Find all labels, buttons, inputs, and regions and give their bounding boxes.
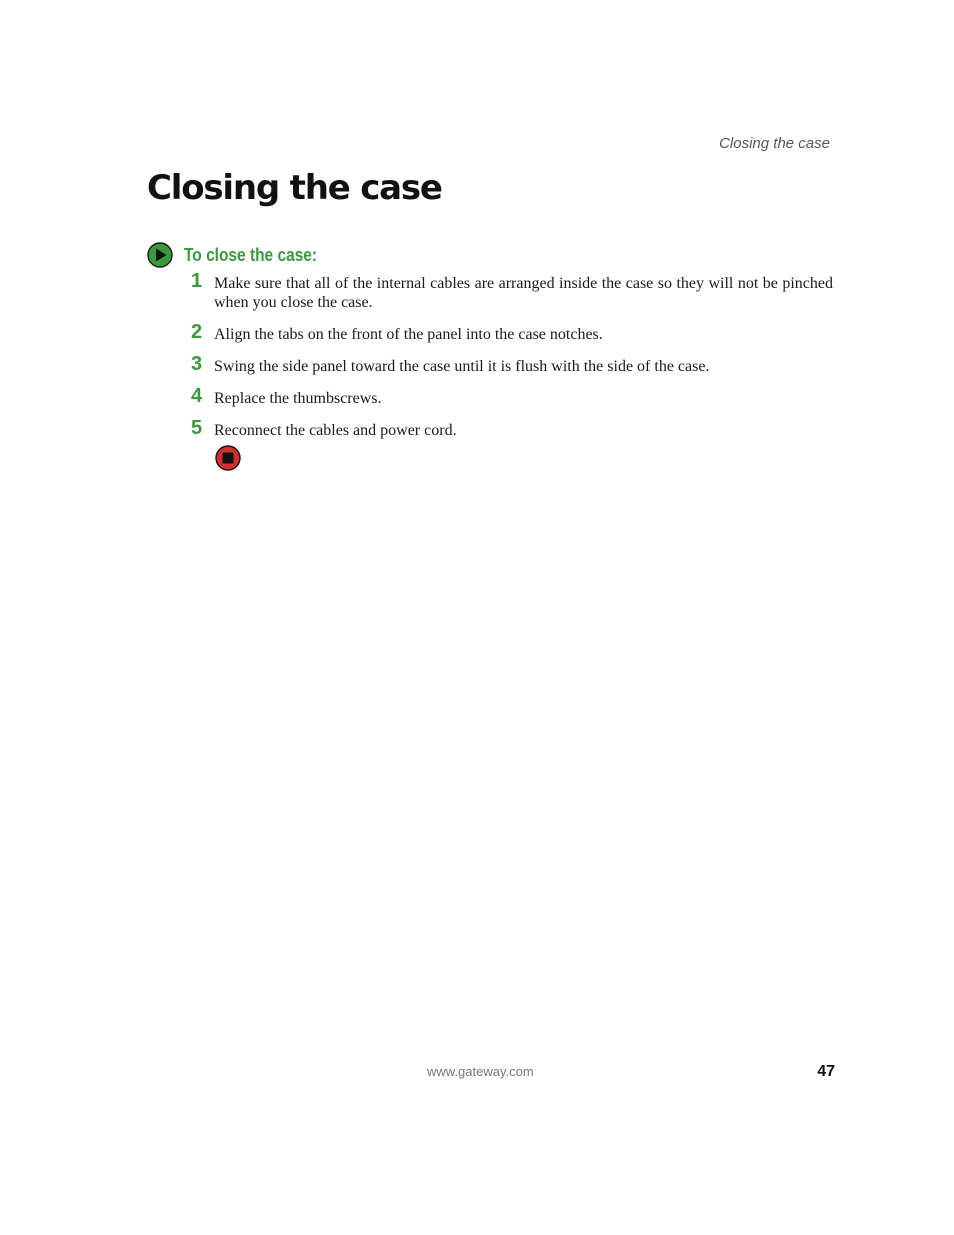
step-number: 3 <box>191 353 203 375</box>
step-text: Align the tabs on the front of the panel into the case notches. <box>214 326 603 343</box>
step-item <box>188 385 833 408</box>
step-item <box>188 270 833 312</box>
page-title: Closing the case <box>147 168 442 208</box>
step-number: 1 <box>191 270 203 292</box>
procedure-heading <box>147 242 339 268</box>
step-text: Reconnect the cables and power cord. <box>214 422 457 439</box>
step-text: Replace the thumbscrews. <box>214 390 382 407</box>
stop-icon <box>215 445 241 471</box>
procedure-heading-text: To close the case: <box>184 244 318 265</box>
step-text: Swing the side panel toward the case until it is flush with the side of the case. <box>214 358 710 375</box>
running-header: Closing the case <box>719 135 830 152</box>
step-list <box>188 270 833 449</box>
step-number: 2 <box>191 321 203 343</box>
page-number: 47 <box>817 1063 835 1080</box>
footer-url: www.gateway.com <box>427 1064 534 1079</box>
step-text: Make sure that all of the internal cables are arranged inside the case so they will not be pinched when you close the case. <box>214 275 833 311</box>
step-item <box>188 321 833 344</box>
step-number: 5 <box>191 417 203 439</box>
step-item <box>188 353 833 376</box>
step-item <box>188 417 833 440</box>
step-number: 4 <box>191 385 203 407</box>
play-icon <box>147 242 173 268</box>
